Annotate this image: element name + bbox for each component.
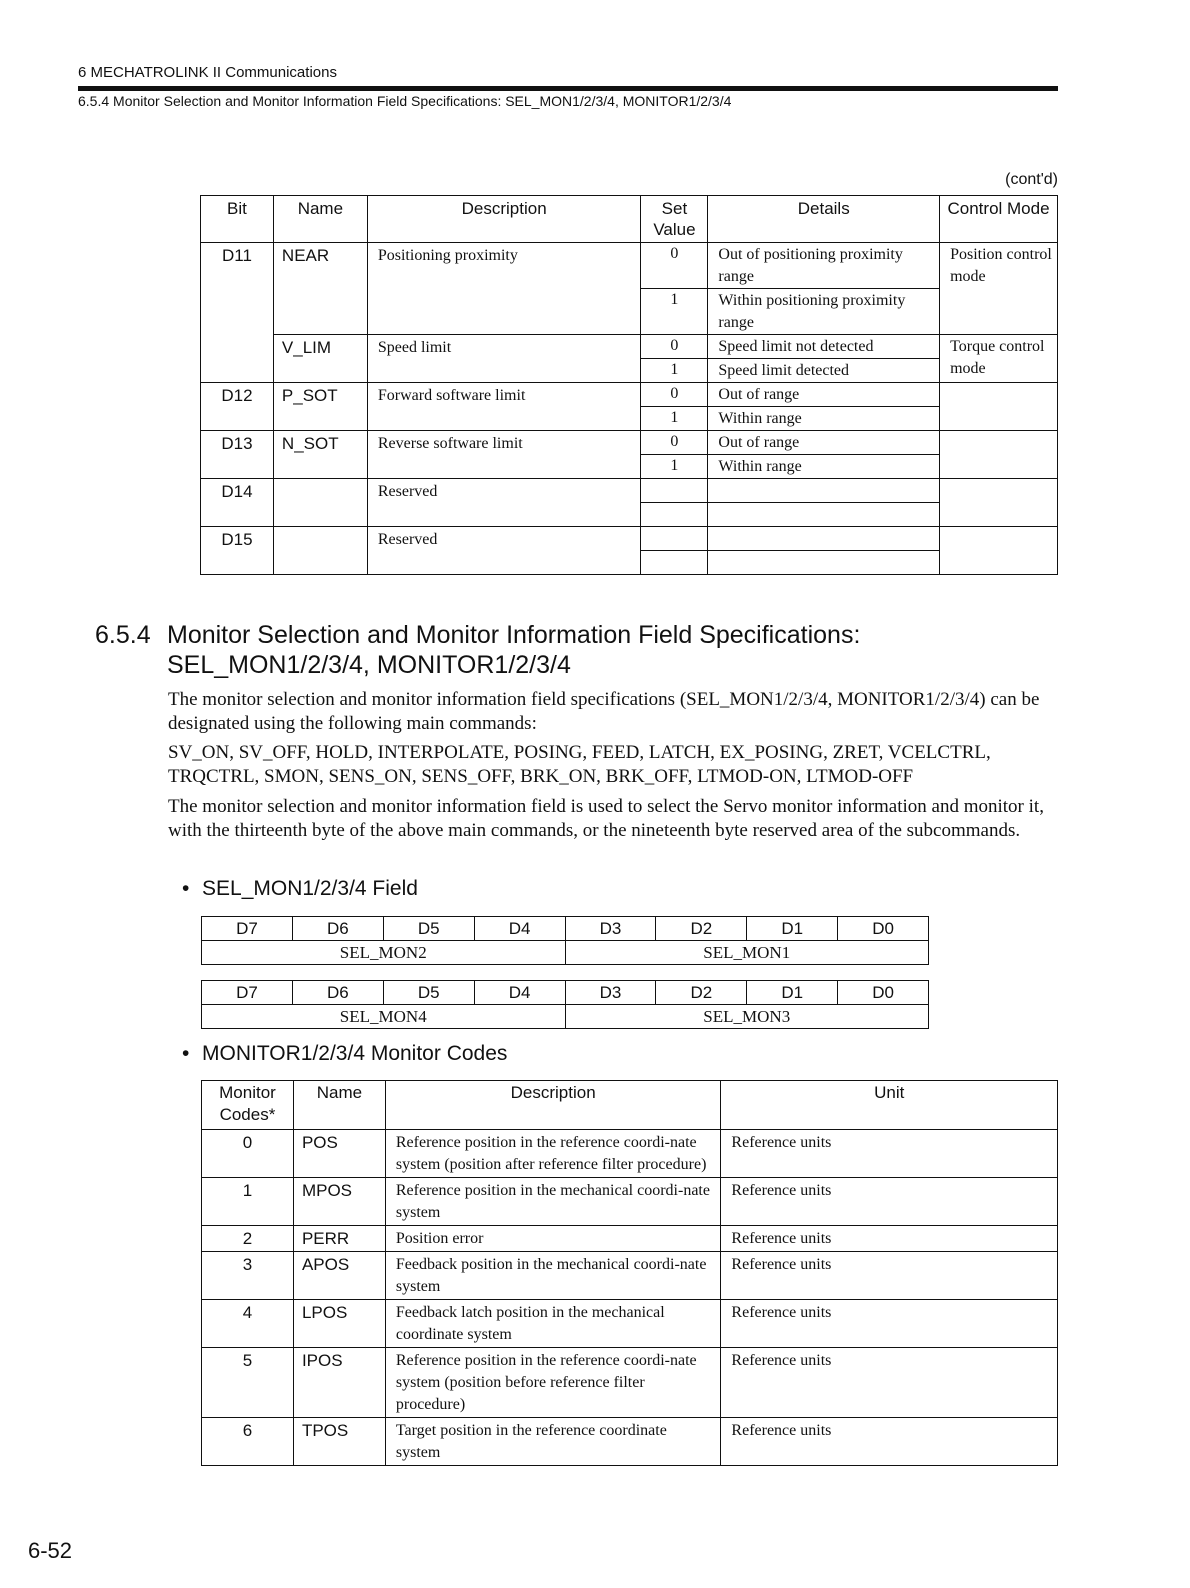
bit-label: D6 (292, 981, 383, 1005)
table-row (201, 431, 1058, 455)
set-value-cell (641, 479, 708, 503)
bit-label: D2 (656, 917, 747, 941)
page-number: 6-52 (28, 1538, 73, 1563)
details-cell (708, 551, 940, 575)
set-value-cell: 0 (641, 335, 708, 359)
bit-label: D4 (474, 981, 565, 1005)
code-cell: 3 (202, 1252, 294, 1300)
control-mode-cell (940, 431, 1058, 479)
bit-label: D3 (565, 981, 656, 1005)
unit-cell: Reference units (721, 1348, 1058, 1418)
description-cell: Position error (385, 1226, 721, 1252)
section-number: 6.5.4 (95, 621, 151, 649)
bullet-dot: • (182, 877, 190, 900)
col-details: Details (708, 196, 940, 243)
name-cell (273, 527, 367, 575)
name-cell: NEAR (273, 243, 367, 335)
table-row (202, 1418, 1058, 1466)
table-row (201, 335, 1058, 359)
code-cell: 6 (202, 1418, 294, 1466)
bit-cell: D13 (201, 431, 274, 479)
bit-cell: D14 (201, 479, 274, 527)
details-cell: Out of range (708, 431, 940, 455)
details-cell (708, 503, 940, 527)
sel-mon-bullet-label: SEL_MON1/2/3/4 Field (202, 877, 418, 900)
monitor-codes-bullet-label: MONITOR1/2/3/4 Monitor Codes (202, 1042, 508, 1065)
details-cell: Within positioning proximity range (708, 289, 940, 335)
section-title-line1: Monitor Selection and Monitor Information Field Specifications: (167, 621, 861, 649)
unit-cell: Reference units (721, 1252, 1058, 1300)
description-cell: Speed limit (367, 335, 641, 383)
unit-cell: Reference units (721, 1130, 1058, 1178)
code-cell: 4 (202, 1300, 294, 1348)
contd-label: (cont'd) (1005, 171, 1058, 188)
sel-mon-field-table-1 (201, 916, 929, 965)
section-title (167, 620, 967, 680)
table-row (202, 1300, 1058, 1348)
col-control-mode: Control Mode (940, 196, 1058, 243)
set-value-cell (641, 551, 708, 575)
table-row (201, 527, 1058, 551)
sel-mon-field-table-2 (201, 980, 929, 1029)
field-row (202, 1005, 929, 1029)
description-cell: Reverse software limit (367, 431, 641, 479)
bit-label: D0 (838, 981, 929, 1005)
name-cell: TPOS (293, 1418, 385, 1466)
set-value-cell: 0 (641, 383, 708, 407)
bit-cell: D11 (201, 243, 274, 383)
unit-cell: Reference units (721, 1418, 1058, 1466)
unit-cell: Reference units (721, 1226, 1058, 1252)
bit-label: D2 (656, 981, 747, 1005)
name-cell: APOS (293, 1252, 385, 1300)
table-row (202, 1178, 1058, 1226)
name-cell: LPOS (293, 1300, 385, 1348)
monitor-codes-table (201, 1080, 1058, 1466)
set-value-cell (641, 527, 708, 551)
description-cell: Forward software limit (367, 383, 641, 431)
name-cell: MPOS (293, 1178, 385, 1226)
table-header-row (201, 196, 1058, 243)
control-mode-cell: Position control mode (940, 243, 1058, 335)
name-cell: N_SOT (273, 431, 367, 479)
field-label: SEL_MON2 (202, 941, 566, 965)
details-cell (708, 527, 940, 551)
bit-label: D6 (292, 917, 383, 941)
bullet-dot: • (182, 1042, 190, 1065)
sel-mon-bullet (182, 877, 418, 901)
bit-label: D1 (747, 981, 838, 1005)
bit-header-row (202, 981, 929, 1005)
col-set-value: Set Value (641, 196, 708, 243)
set-value-cell (641, 503, 708, 527)
description-cell: Feedback latch position in the mechanical coordinate system (385, 1300, 721, 1348)
bit-status-table (200, 195, 1058, 575)
chapter-header: 6 MECHATROLINK II Communications (78, 64, 337, 81)
table-header-row (202, 1081, 1058, 1130)
usage-paragraph: The monitor selection and monitor information field is used to select the Servo monitor information and monitor it, with the thirteenth byte of the above main commands, or the nineteenth byte reserved area of the subcommands. (168, 796, 1044, 841)
table-row (201, 479, 1058, 503)
control-mode-cell (940, 383, 1058, 431)
details-cell: Within range (708, 407, 940, 431)
table-row (202, 1226, 1058, 1252)
set-value-cell: 1 (641, 289, 708, 335)
col-bit: Bit (201, 196, 274, 243)
unit-cell: Reference units (721, 1300, 1058, 1348)
description-cell: Reference position in the reference coordi-nate system (position before reference filter procedure) (385, 1348, 721, 1418)
code-cell: 2 (202, 1226, 294, 1252)
command-list: SV_ON, SV_OFF, HOLD, INTERPOLATE, POSING, FEED, LATCH, EX_POSING, ZRET, VCELCTRL, TRQCTRL, SMON, SENS_ON, SENS_OFF, BRK_ON, BRK_OFF, LTMOD-ON, LTMOD-OFF (168, 742, 991, 787)
name-cell: IPOS (293, 1348, 385, 1418)
bit-cell: D12 (201, 383, 274, 431)
table-row (201, 383, 1058, 407)
monitor-codes-bullet (182, 1042, 507, 1066)
field-label: SEL_MON4 (202, 1005, 566, 1029)
set-value-cell: 0 (641, 243, 708, 289)
details-cell: Speed limit not detected (708, 335, 940, 359)
description-cell: Positioning proximity (367, 243, 641, 335)
bit-label: D5 (383, 981, 474, 1005)
col-name: Name (293, 1081, 385, 1130)
bit-label: D1 (747, 917, 838, 941)
name-cell: POS (293, 1130, 385, 1178)
bit-label: D7 (202, 981, 293, 1005)
control-mode-cell (940, 479, 1058, 527)
bit-label: D4 (474, 917, 565, 941)
description-cell: Target position in the reference coordinate system (385, 1418, 721, 1466)
set-value-cell: 1 (641, 455, 708, 479)
description-cell: Reserved (367, 479, 641, 527)
col-description: Description (385, 1081, 721, 1130)
bit-label: D3 (565, 917, 656, 941)
set-value-cell: 1 (641, 359, 708, 383)
name-cell: PERR (293, 1226, 385, 1252)
section-title-line2: SEL_MON1/2/3/4, MONITOR1/2/3/4 (167, 651, 571, 679)
set-value-cell: 1 (641, 407, 708, 431)
col-description: Description (367, 196, 641, 243)
details-cell: Out of range (708, 383, 940, 407)
col-monitor-codes: Monitor Codes* (202, 1081, 294, 1130)
col-name: Name (273, 196, 367, 243)
section-heading (95, 620, 995, 682)
name-cell: P_SOT (273, 383, 367, 431)
bit-label: D7 (202, 917, 293, 941)
description-cell: Reference position in the reference coordi-nate system (position after reference filter procedure) (385, 1130, 721, 1178)
table-row (202, 1252, 1058, 1300)
description-cell: Reference position in the mechanical coordi-nate system (385, 1178, 721, 1226)
table-row (201, 243, 1058, 289)
control-mode-cell (940, 527, 1058, 575)
bit-header-row (202, 917, 929, 941)
col-unit: Unit (721, 1081, 1058, 1130)
control-mode-cell: Torque control mode (940, 335, 1058, 383)
intro-paragraph: The monitor selection and monitor information field specifications (SEL_MON1/2/3/4, MONITOR1/2/3/4) can be designated using the following main commands: (168, 689, 1040, 734)
name-cell (273, 479, 367, 527)
description-cell: Reserved (367, 527, 641, 575)
details-cell: Speed limit detected (708, 359, 940, 383)
field-row (202, 941, 929, 965)
table-row (202, 1130, 1058, 1178)
description-cell: Feedback position in the mechanical coordi-nate system (385, 1252, 721, 1300)
details-cell: Within range (708, 455, 940, 479)
code-cell: 5 (202, 1348, 294, 1418)
table-row (202, 1348, 1058, 1418)
set-value-cell: 0 (641, 431, 708, 455)
bit-cell: D15 (201, 527, 274, 575)
section-header: 6.5.4 Monitor Selection and Monitor Information Field Specifications: SEL_MON1/2/3/4, MONITOR1/2/3/4 (78, 93, 732, 109)
header-rule (78, 86, 1058, 91)
code-cell: 1 (202, 1178, 294, 1226)
field-label: SEL_MON1 (565, 941, 929, 965)
unit-cell: Reference units (721, 1178, 1058, 1226)
bit-label: D0 (838, 917, 929, 941)
details-cell: Out of positioning proximity range (708, 243, 940, 289)
details-cell (708, 479, 940, 503)
name-cell: V_LIM (273, 335, 367, 383)
bit-label: D5 (383, 917, 474, 941)
code-cell: 0 (202, 1130, 294, 1178)
field-label: SEL_MON3 (565, 1005, 929, 1029)
